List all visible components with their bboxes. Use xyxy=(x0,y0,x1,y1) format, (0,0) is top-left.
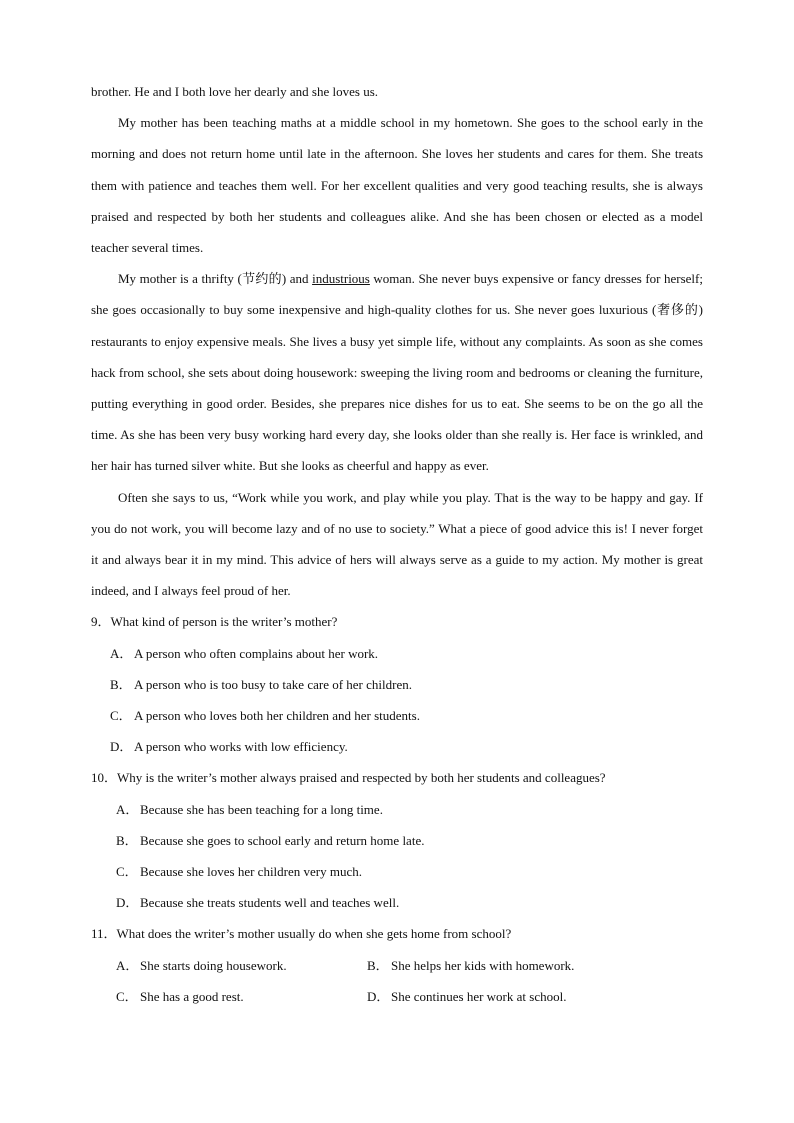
option-11b xyxy=(367,950,574,981)
underlined-word: industrious xyxy=(312,271,370,287)
option-10c xyxy=(91,856,703,887)
option-row-11ab xyxy=(91,950,703,981)
option-row-11cd xyxy=(91,981,703,1012)
option-text: Because she treats students well and teaches well. xyxy=(140,895,400,911)
question-text: What does the writer’s mother usually do when she gets home from school? xyxy=(116,926,512,942)
option-11d xyxy=(367,981,566,1012)
option-text: Because she loves her children very much. xyxy=(140,864,363,880)
passage-paragraph-1: My mother has been teaching maths at a middle school in my hometown. She goes to the school early in the morning and does not return home until late in the afternoon. She loves her students and cares for them. She treats them with patience and teaches them well. For her excellent qualities and very good teaching results, she is always praised and respected by both her students and colleagues alike. And she has been chosen or elected as a model teacher several times. xyxy=(91,115,703,256)
option-text: A person who often complains about her work. xyxy=(134,645,379,661)
question-number: 9． xyxy=(91,614,111,630)
option-11c xyxy=(116,981,367,1012)
option-text: A person who is too busy to take care of her children. xyxy=(134,676,412,692)
option-label: C． xyxy=(116,864,138,880)
option-text: Because she has been teaching for a long time. xyxy=(140,801,383,817)
option-label: D． xyxy=(110,739,133,755)
option-text: Because she goes to school early and return home late. xyxy=(140,832,425,848)
question-9 xyxy=(91,606,703,637)
passage-paragraph-0: brother. He and I both love her dearly and she loves us. xyxy=(91,84,379,99)
option-10d xyxy=(91,887,703,918)
option-label: A． xyxy=(110,645,133,661)
option-label: D． xyxy=(116,895,139,911)
option-text: A person who loves both her children and her students. xyxy=(134,708,420,724)
passage-text: My mother is a thrifty (节约的) and xyxy=(118,271,313,287)
passage-paragraph-2 xyxy=(91,263,703,481)
option-label: C． xyxy=(110,708,132,724)
option-10b xyxy=(91,825,703,856)
option-label: A． xyxy=(116,801,139,817)
option-9b xyxy=(91,669,703,700)
question-text: What kind of person is the writer’s mother? xyxy=(110,614,338,630)
option-label: C． xyxy=(116,988,138,1004)
option-9c xyxy=(91,700,703,731)
question-10 xyxy=(91,762,703,793)
question-number: 11． xyxy=(91,926,117,942)
option-text: A person who works with low efficiency. xyxy=(134,739,348,755)
option-label: B． xyxy=(116,832,138,848)
option-label: B． xyxy=(367,957,389,973)
passage-text: woman. She never buys expensive or fancy dresses for herself; she goes occasionally to buy some inexpensive and high-quality clothes for us. She never goes luxurious (奢侈的) restaurants to enjoy expensive meals. She lives a busy yet simple life, without any complaints. As soon as she comes hack from school, she sets about doing housework: sweeping the living room and bedrooms or cleaning the furniture, putting everything in good order. Besides, she prepares nice dishes for us to eat. She seems to be on the go all the time. As she has been very busy working hard every day, she looks older than she really is. Her face is wrinkled, and her hair has turned silver white. But she looks as cheerful and happy as ever. xyxy=(91,271,703,474)
document-page xyxy=(91,76,703,1012)
question-text: Why is the writer’s mother always praised and respected by both her students and colleagues? xyxy=(117,770,606,786)
option-label: A． xyxy=(116,957,139,973)
question-11 xyxy=(91,918,703,949)
option-11a xyxy=(116,950,367,981)
option-text: She has a good rest. xyxy=(140,988,244,1004)
option-9a xyxy=(91,638,703,669)
option-text: She helps her kids with homework. xyxy=(391,957,575,973)
option-9d xyxy=(91,731,703,762)
question-number: 10． xyxy=(91,770,118,786)
option-10a xyxy=(91,794,703,825)
option-label: D． xyxy=(367,988,390,1004)
option-text: She starts doing housework. xyxy=(140,957,287,973)
option-label: B． xyxy=(110,676,132,692)
passage-paragraph-3: Often she says to us, “Work while you work, and play while you play. That is the way to be happy and gay. If you do not work, you will become lazy and of no use to society.” What a piece of good advice this is! I never forget it and always bear it in my mind. This advice of hers will always serve as a guide to my action. My mother is great indeed, and I always feel proud of her. xyxy=(91,489,703,599)
option-text: She continues her work at school. xyxy=(391,988,567,1004)
